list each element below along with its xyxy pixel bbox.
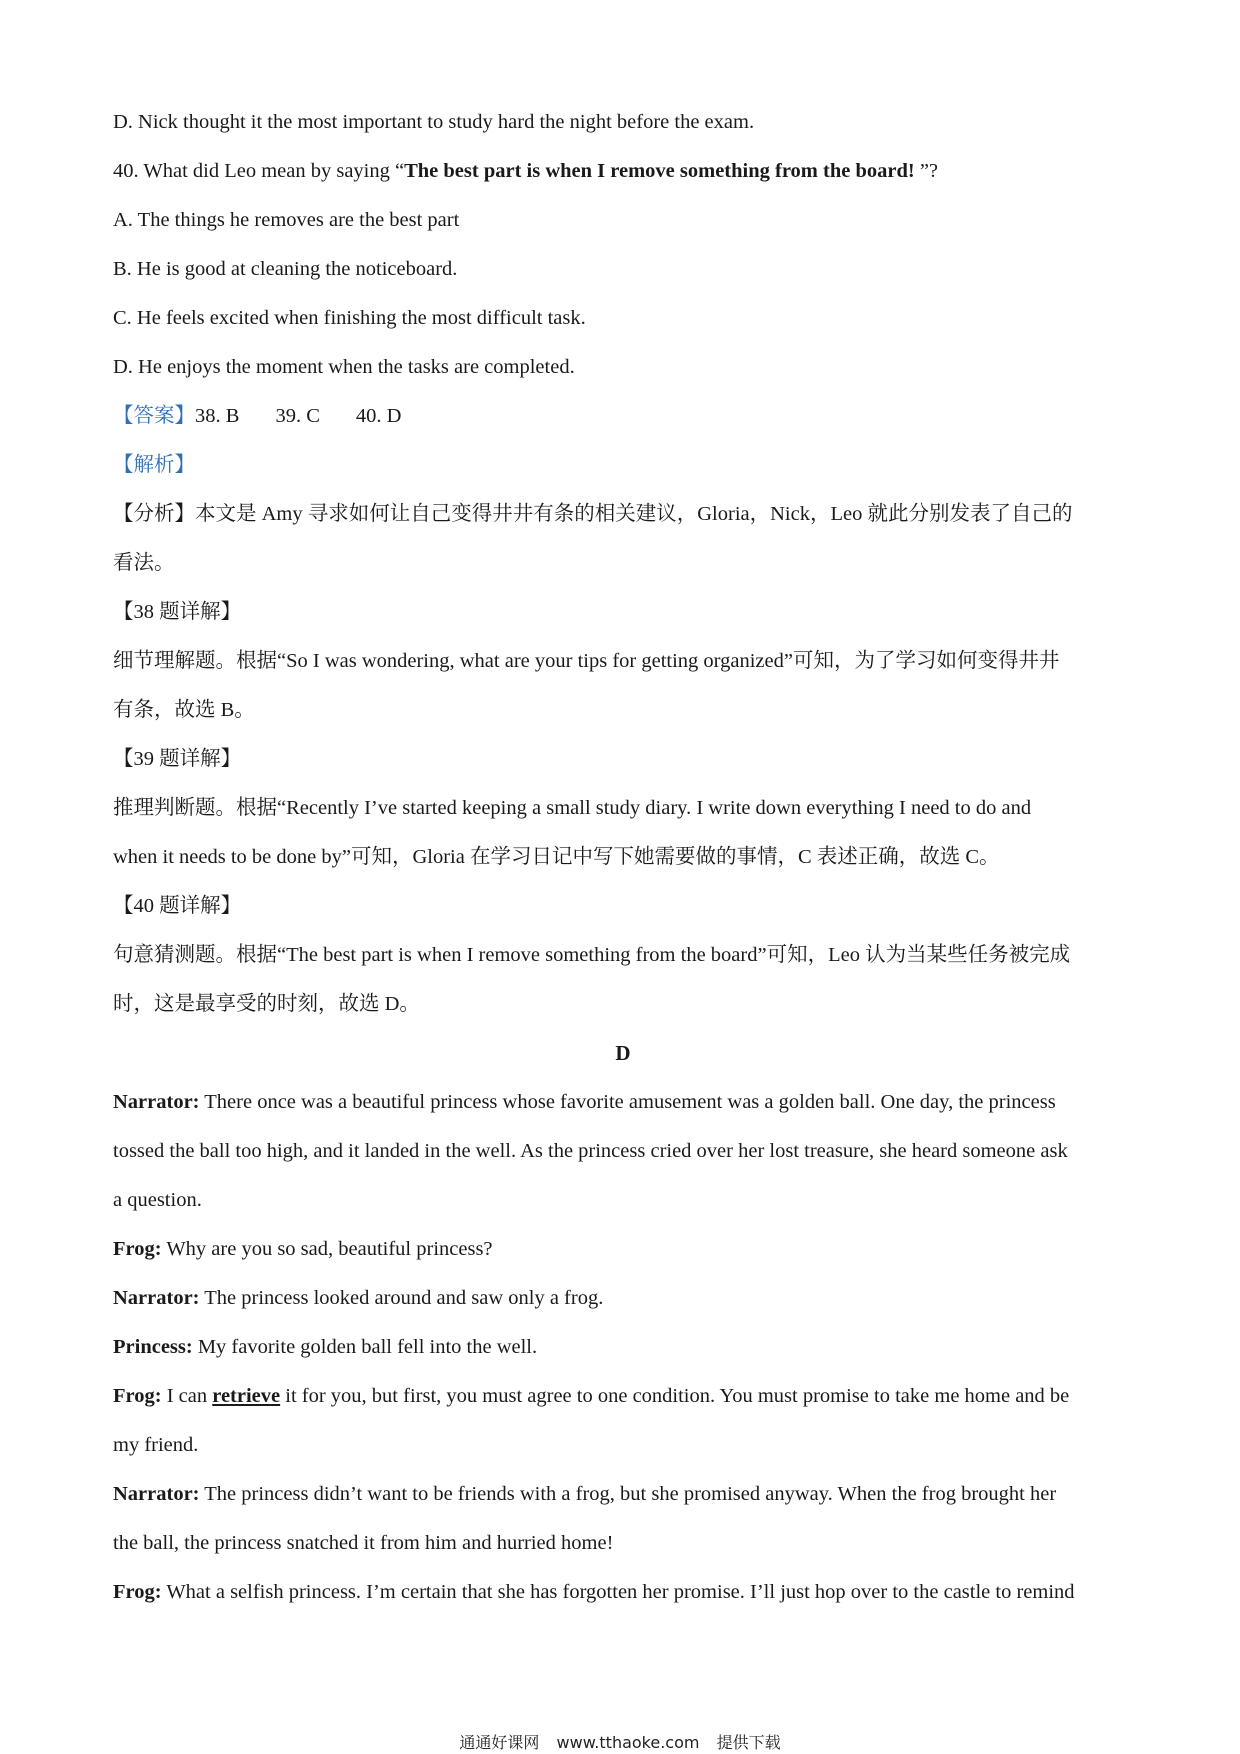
speaker-frog: Frog:: [113, 1238, 162, 1260]
story-line-1: Narrator: There once was a beautiful princess whose favorite amusement was a golden ball. One day, the princess: [113, 1091, 1056, 1113]
speaker-princess: Princess:: [113, 1336, 193, 1358]
detail-39-line-2: when it needs to be done by”可知，Gloria 在学习日记中写下她需要做的事情，C 表述正确，故选 C。: [113, 846, 1000, 868]
section-title: D: [615, 1041, 631, 1065]
summary-line-2: 看法。: [113, 552, 175, 574]
q40-stem-suffix: ”?: [914, 160, 939, 182]
story-line-7: Frog: What a selfish princess. I’m certain that she has forgotten her promise. I’ll just hop over to the castle to remind: [113, 1581, 1075, 1603]
q40-option-a: A. The things he removes are the best part: [113, 209, 460, 231]
story-line-1-cont-1: tossed the ball too high, and it landed in the well. As the princess cried over her lost treasure, she heard someone ask: [113, 1140, 1068, 1162]
q39-option-d: D. Nick thought it the most important to study hard the night before the exam.: [113, 111, 755, 133]
q40-option-b: B. He is good at cleaning the noticeboard.: [113, 258, 458, 280]
story-line-6: Narrator: The princess didn’t want to be friends with a frog, but she promised anyway. When the frog brought her: [113, 1483, 1057, 1505]
story-line-5-cont: my friend.: [113, 1434, 199, 1456]
page-footer: [0, 1730, 1240, 1753]
summary-line-1: 【分析】本文是 Amy 寻求如何让自己变得井井有条的相关建议，Gloria，Nick，Leo 就此分别发表了自己的: [113, 503, 1073, 525]
story-line-4: Princess: My favorite golden ball fell into the well.: [113, 1336, 538, 1358]
speaker-frog: Frog:: [113, 1581, 162, 1603]
detail-39-line-1: 推理判断题。根据“Recently I’ve started keeping a small study diary. I write down everything I need to do and: [113, 797, 1032, 819]
answer-38: 38. B: [195, 405, 240, 427]
underlined-word-retrieve: retrieve: [212, 1385, 281, 1407]
speaker-narrator: Narrator:: [113, 1483, 200, 1505]
story-line-2: Frog: Why are you so sad, beautiful princess?: [113, 1238, 493, 1260]
speaker-narrator: Narrator:: [113, 1287, 200, 1309]
answer-39: 39. C: [275, 405, 320, 427]
analysis-label: 【解析】: [113, 454, 195, 476]
speaker-frog: Frog:: [113, 1385, 162, 1407]
detail-38-heading: 【38 题详解】: [113, 601, 242, 623]
q40-option-d: D. He enjoys the moment when the tasks are completed.: [113, 356, 575, 378]
story-line-3: Narrator: The princess looked around and saw only a frog.: [113, 1287, 604, 1309]
detail-40-line-1: 句意猜测题。根据“The best part is when I remove something from the board”可知，Leo 认为当某些任务被完成: [113, 944, 1071, 966]
q40-option-c: C. He feels excited when finishing the most difficult task.: [113, 307, 586, 329]
story-line-1-cont-2: a question.: [113, 1189, 202, 1211]
story-line-6-cont: the ball, the princess snatched it from him and hurried home!: [113, 1532, 614, 1554]
detail-38-line-2: 有条，故选 B。: [113, 699, 255, 721]
footer-note: 提供下载: [716, 1733, 781, 1752]
answer-40: 40. D: [355, 405, 402, 427]
detail-38-line-1: 细节理解题。根据“So I was wondering, what are your tips for getting organized”可知，为了学习如何变得井井: [113, 650, 1060, 672]
answer-line: [113, 392, 1133, 441]
detail-40-line-2: 时，这是最享受的时刻，故选 D。: [113, 993, 420, 1015]
footer-site-name: 通通好课网: [459, 1733, 540, 1752]
answer-label: 【答案】: [113, 405, 195, 427]
speaker-narrator: Narrator:: [113, 1091, 200, 1113]
q40-stem: [113, 147, 1133, 196]
footer-url: www.tthaoke.com: [556, 1733, 700, 1752]
document-page: [113, 98, 1133, 1617]
q40-stem-quote: The best part is when I remove something from the board!: [404, 160, 915, 182]
detail-40-heading: 【40 题详解】: [113, 895, 242, 917]
story-line-5: Frog: I can retrieve it for you, but first, you must agree to one condition. You must promise to take me home and be: [113, 1385, 1070, 1407]
q40-stem-prefix: 40. What did Leo mean by saying “: [113, 160, 405, 182]
detail-39-heading: 【39 题详解】: [113, 748, 242, 770]
